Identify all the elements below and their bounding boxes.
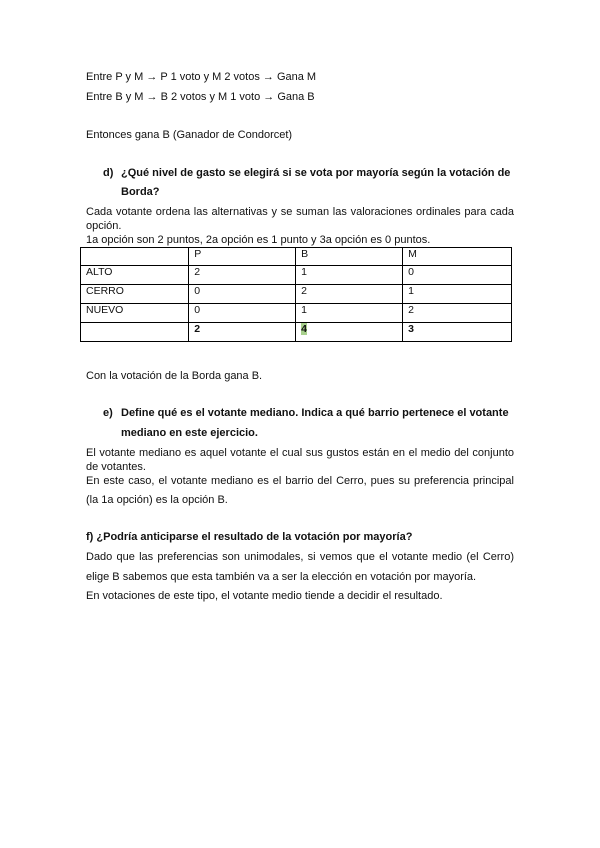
table-total-cell-winner bbox=[296, 323, 403, 342]
answer-f-line2: elige B sabemos que esta también va a ser la elección en votación por mayoría. bbox=[86, 571, 477, 583]
table-header-cell bbox=[81, 248, 189, 266]
question-d-line1: ¿Qué nivel de gasto se elegirá si se vota por mayoría según la votación de bbox=[121, 167, 511, 179]
question-e-line1: Define qué es el votante mediano. Indica a qué barrio pertenece el votante bbox=[121, 407, 509, 419]
table-row bbox=[81, 304, 512, 323]
table-cell: NUEVO bbox=[81, 304, 189, 323]
answer-d-line2: opción. bbox=[86, 220, 122, 232]
table-row bbox=[81, 285, 512, 304]
table-cell: 2 bbox=[296, 285, 403, 304]
table-row bbox=[81, 266, 512, 285]
question-e-number: e) bbox=[103, 407, 113, 419]
table-total-cell bbox=[81, 323, 189, 342]
question-e-line2: mediano en este ejercicio. bbox=[121, 427, 258, 439]
table-total-cell: 3 bbox=[403, 323, 512, 342]
answer-e-line4: (la 1a opción) es la opción B. bbox=[86, 494, 228, 506]
question-f-title: f) ¿Podría anticiparse el resultado de la votación por mayoría? bbox=[86, 531, 413, 543]
table-cell: CERRO bbox=[81, 285, 189, 304]
answer-e-line3: En este caso, el votante mediano es el barrio del Cerro, pues su preferencia principal bbox=[86, 475, 514, 487]
table-header-row bbox=[81, 248, 512, 266]
table-cell: 0 bbox=[189, 304, 296, 323]
question-d-line2: Borda? bbox=[121, 186, 160, 198]
pairwise-line-p-m: Entre P y M → P 1 voto y M 2 votos → Gana M bbox=[86, 71, 317, 83]
answer-d-line1: Cada votante ordena las alternativas y se suman las valoraciones ordinales para cada bbox=[86, 206, 514, 218]
answer-f-line1: Dado que las preferencias son unimodales, si vemos que el votante medio (el Cerro) bbox=[86, 551, 514, 563]
table-header-cell: M bbox=[403, 248, 512, 266]
pairwise-line-b-m: Entre B y M → B 2 votos y M 1 voto → Gana B bbox=[86, 91, 315, 103]
table-cell: 2 bbox=[189, 266, 296, 285]
table-totals-row bbox=[81, 323, 512, 342]
table-cell: 2 bbox=[403, 304, 512, 323]
table-header-cell: P bbox=[189, 248, 296, 266]
table-cell: 0 bbox=[403, 266, 512, 285]
table-header-cell: B bbox=[296, 248, 403, 266]
answer-f-line3: En votaciones de este tipo, el votante medio tiende a decidir el resultado. bbox=[86, 590, 443, 602]
question-d-number: d) bbox=[103, 167, 114, 179]
table-cell: ALTO bbox=[81, 266, 189, 285]
borda-result: Con la votación de la Borda gana B. bbox=[86, 370, 263, 382]
answer-e-line1: El votante mediano es aquel votante el cual sus gustos están en el medio del conjunto bbox=[86, 447, 514, 459]
winner-highlight: 4 bbox=[301, 323, 307, 335]
borda-table bbox=[80, 247, 512, 342]
answer-d-line3: 1a opción son 2 puntos, 2a opción es 1 punto y 3a opción es 0 puntos. bbox=[86, 234, 431, 246]
table-cell: 0 bbox=[189, 285, 296, 304]
table-cell: 1 bbox=[403, 285, 512, 304]
table-cell: 1 bbox=[296, 266, 403, 285]
answer-e-line2: de votantes. bbox=[86, 461, 146, 473]
condorcet-result: Entonces gana B (Ganador de Condorcet) bbox=[86, 129, 293, 141]
table-total-cell: 2 bbox=[189, 323, 296, 342]
table-cell: 1 bbox=[296, 304, 403, 323]
